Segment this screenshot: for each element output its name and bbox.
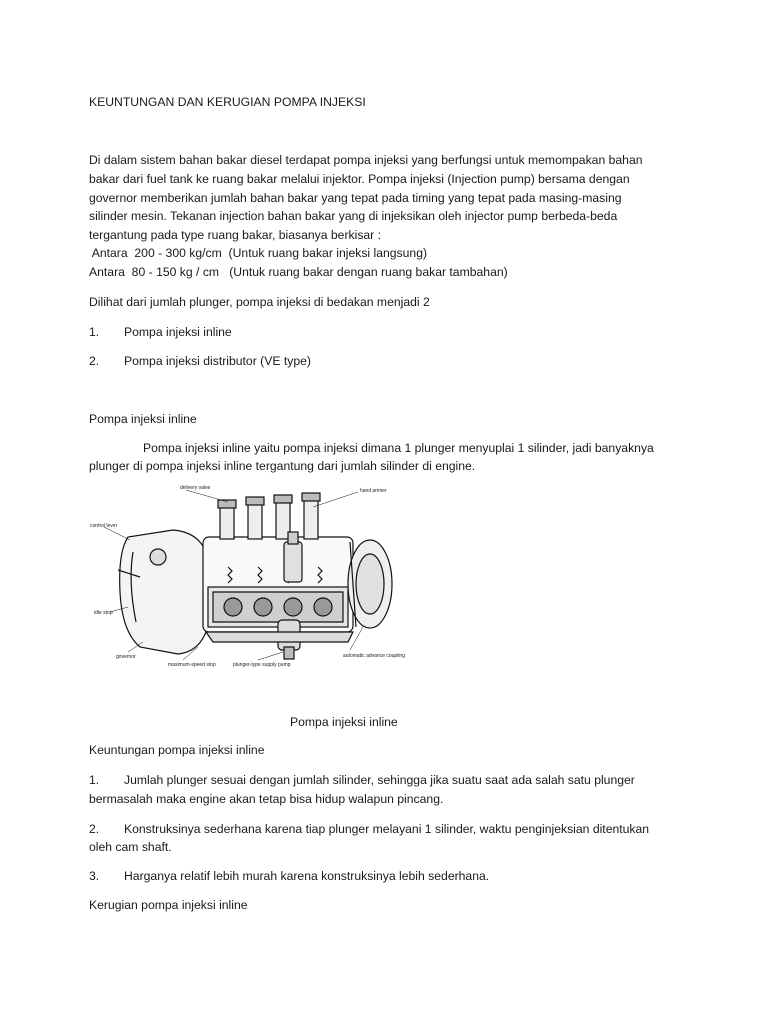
inline-desc-line: plunger di pompa injeksi inline tergantung dari jumlah silinder di engine.	[89, 459, 476, 473]
figure-caption: Pompa injeksi inline	[290, 715, 398, 729]
plunger-intro: Dilihat dari jumlah plunger, pompa injeksi di bedakan menjadi 2	[89, 295, 430, 309]
intro-line: Antara 80 - 150 kg / cm (Untuk ruang bakar dengan ruang bakar tambahan)	[89, 265, 508, 279]
label-governor: governor	[116, 654, 136, 660]
advantage-line: Harganya relatif lebih murah karena konstruksinya lebih sederhana.	[124, 869, 490, 883]
label-control-lever: control lever	[90, 523, 118, 529]
intro-line: tergantung pada type ruang bakar, biasanya berkisar :	[89, 228, 382, 242]
inline-desc-line: Pompa injeksi inline yaitu pompa injeksi dimana 1 plunger menyuplai 1 silinder, jadi banyaknya	[143, 441, 654, 455]
advantage-line: Konstruksinya sederhana karena tiap plunger melayani 1 silinder, waktu penginjeksian ditentukan	[124, 822, 650, 836]
pump-drawing	[88, 482, 405, 672]
label-supply-pump: plunger-type supply pump	[233, 662, 291, 668]
disadvantages-heading: Kerugian pompa injeksi inline	[89, 898, 248, 912]
advantage-number: 3.	[89, 869, 100, 883]
intro-line: governor memberikan jumlah bahan bakar yang tepat pada timing yang tepat pada masing-masing	[89, 191, 622, 205]
label-delivery-valve: delivery valve	[180, 485, 211, 491]
label-maximum-speed-stop: maximum-speed stop	[168, 662, 216, 668]
advantages-heading: Keuntungan pompa injeksi inline	[89, 743, 265, 757]
document-title: KEUNTUNGAN DAN KERUGIAN POMPA INJEKSI	[89, 95, 366, 109]
advantage-number: 2.	[89, 822, 100, 836]
label-hand-primer: hand primer	[360, 488, 387, 494]
label-idle-stop: idle stop	[94, 610, 113, 616]
inline-heading: Pompa injeksi inline	[89, 412, 197, 426]
type-item-text: Pompa injeksi distributor (VE type)	[124, 354, 311, 368]
intro-line: silinder mesin. Tekanan injection bahan bakar yang di injeksikan oleh injector pump berbeda-beda	[89, 209, 618, 223]
advantage-line: Jumlah plunger sesuai dengan jumlah silinder, sehingga jika suatu saat ada salah satu plunger	[124, 773, 635, 787]
intro-line: Antara 200 - 300 kg/cm (Untuk ruang bakar injeksi langsung)	[89, 246, 428, 260]
type-item-number: 1.	[89, 325, 100, 339]
intro-line: Di dalam sistem bahan bakar diesel terdapat pompa injeksi yang berfungsi untuk memompakan bahan	[89, 153, 643, 167]
label-advance-coupling: automatic advance coupling	[343, 653, 405, 659]
advantage-number: 1.	[89, 773, 100, 787]
type-item-number: 2.	[89, 354, 100, 368]
advantage-line: oleh cam shaft.	[89, 840, 172, 854]
inline-pump-illustration	[88, 482, 405, 672]
type-item-text: Pompa injeksi inline	[124, 325, 232, 339]
advantage-line: bermasalah maka engine akan tetap bisa hidup walapun pincang.	[89, 792, 444, 806]
intro-line: bakar dari fuel tank ke ruang bakar melalui injektor. Pompa injeksi (Injection pump) bersama dengan	[89, 172, 630, 186]
